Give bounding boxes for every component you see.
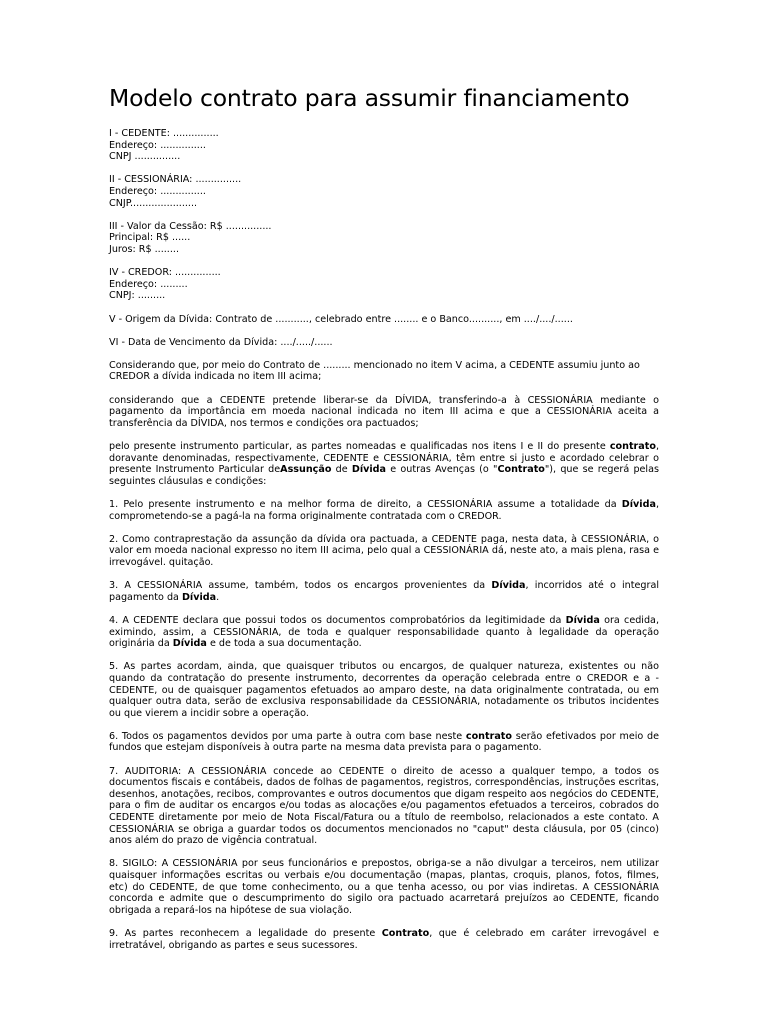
considerando-1: Considerando que, por meio do Contrato de ......... mencionado no item V acima, a CEDENTE assumiu junto ao CREDOR a dívida indicada no item III acima; <box>109 359 640 383</box>
clause-3-bold-divida-2: Dívida <box>181 591 217 603</box>
clause-6 <box>109 731 659 754</box>
document-page <box>109 83 659 963</box>
clause-4-text-a: 4. A CEDENTE declara que possui todos os documentos comprobatórios da legitimidade da <box>109 614 566 626</box>
clause-9 <box>109 928 659 951</box>
clause-6-bold-contrato: contrato <box>465 730 512 742</box>
clause-4-text-c: ora cedida, eximindo, assim, a CESSIONÁRIA, de toda e qualquer responsabilidade quanto à legalidade da operação originária da <box>109 614 659 650</box>
clause-5: 5. As partes acordam, ainda, que quaisquer tributos ou encargos, de qualquer natureza, existentes ou não quando da contratação do presente instrumento, decorrentes da operação celebrada entre o CREDOR e a - CEDENTE, ou de quaisquer pagamentos efetuados ao amparo deste, na data originalmente contratada, ou em qualquer outra data, serão de exclusiva responsabilidade da CESSIONÁRIA, notadamente os tributos incidentes ou que vierem a incidir sobre a operação. <box>109 661 659 719</box>
clause-7: 7. AUDITORIA: A CESSIONÁRIA concede ao CEDENTE o direito de acesso a qualquer tempo, a todos os documentos fiscais e contábeis, dados de folhas de pagamentos, registros, correspondências, instruções escritas, desenhos, anotações, recibos, comprovantes e outros documentos que digam respeito aos negócios do CEDENTE, para o fim de auditar os encargos e/ou todas as alocações e/ou pagamentos efetuados a terceiros, cobrados do CEDENTE diretamente por meio de Nota Fiscal/Fatura ou a título de reembolso, relacionados a este contato. A CESSIONÁRIA se obriga a guardar todos os documentos mencionados no "caput" desta cláusula, por 05 (cinco) anos além do prazo de vigência contratual. <box>109 765 659 847</box>
valor-cessao <box>109 221 659 256</box>
clause-1-text-a: 1. Pelo presente instrumento e na melhor forma de direito, a CESSIONÁRIA assume a totalidade da <box>109 499 622 510</box>
document-body <box>109 128 659 951</box>
cessionaria-cnjp: CNJP...................... <box>109 197 198 209</box>
party-credor <box>109 267 659 302</box>
preamble-bold-divida: Dívida <box>351 464 387 476</box>
preamble-text-c: , doravante denominadas, respectivamente, CEDENTE e CESSIONÁRIA, têm entre si justo e acordado celebrar o presente Instrumento Particular de <box>109 441 659 476</box>
preamble-text-g: e outras Avenças (o " <box>386 464 498 476</box>
cessionaria-endereco: Endereço: ............... <box>109 185 206 197</box>
document-title: Modelo contrato para assumir financiamento <box>109 84 630 112</box>
clause-9-text-a: 9. As partes reconhecem a legalidade do presente <box>109 927 382 939</box>
preamble-text-a: pelo presente instrumento particular, as partes nomeadas e qualificadas nos itens I e II do presente <box>109 441 610 453</box>
origem-text: V - Origem da Dívida: Contrato de ..........., celebrado entre ........ e o Banco.........., em ..../..../...... <box>109 313 573 325</box>
cedente-cnpj: CNPJ ............... <box>109 151 181 163</box>
party-cessionaria <box>109 174 659 209</box>
clause-2: 2. Como contraprestação da assunção da dívida ora pactuada, a CEDENTE paga, nesta data, à CESSIONÁRIA, o valor em moeda nacional expresso no item III acima, pelo qual a CESSIONÁRIA dá, neste ato, a mais plena, rasa e irrevogável. quitação. <box>109 533 659 568</box>
cessionaria-label: II - CESSIONÁRIA: ............... <box>109 174 242 186</box>
clause-4-text-e: e de toda a sua documentação. <box>206 638 362 650</box>
preamble-bold-assuncao: Assunção <box>280 464 332 476</box>
clause-8: 8. SIGILO: A CESSIONÁRIA por seus funcionários e prepostos, obriga-se a não divulgar a terceiros, nem utilizar quaisquer informações escritas ou verbais e/ou documentação (mapas, plantas, croquis, planos, fotos, filmes, etc) do CEDENTE, de que tome conhecimento, ou a que tenha acesso, ou por vias indiretas. A CESSIONÁRIA concorda e admite que o descumprimento do sigilo ora pactuado acarretará prejuízos ao CEDENTE, ficando obrigada a repará-los na hipótese de sua violação. <box>109 858 659 916</box>
preamble-text-e: de <box>331 464 352 476</box>
clause-1 <box>109 499 659 522</box>
clause-3-text-a: 3. A CESSIONÁRIA assume, também, todos os encargos provenientes da <box>109 580 492 592</box>
credor-label: IV - CREDOR: ............... <box>109 267 221 279</box>
preamble-bold-contrato: contrato <box>609 441 656 453</box>
valor-juros: Juros: R$ ........ <box>109 243 180 255</box>
clause-1-text-c: , comprometendo-se a pagá-la na forma originalmente contratada com o CREDOR. <box>109 499 659 522</box>
credor-endereco: Endereço: ......... <box>109 278 188 290</box>
vencimento-text: VI - Data de Vencimento da Dívida: ..../...../...... <box>109 336 333 348</box>
origem-divida <box>109 314 659 326</box>
party-cedente <box>109 128 659 163</box>
clause-3 <box>109 580 659 603</box>
clause-3-text-e: . <box>216 591 220 603</box>
cedente-label: I - CEDENTE: ............... <box>109 128 219 139</box>
clause-9-bold-contrato: Contrato <box>381 927 430 939</box>
clause-3-text-c: , incorridos até o integral pagamento da <box>109 580 659 603</box>
clause-9-text-c: , que é celebrado em caráter irrevogável e irretratável, obrigando as partes e seus sucessores. <box>109 927 659 951</box>
clause-4 <box>109 615 659 650</box>
valor-label: III - Valor da Cessão: R$ ............... <box>109 220 272 232</box>
preamble-text-i: "), que se regerá pelas seguintes cláusulas e condições: <box>109 464 659 487</box>
valor-principal: Principal: R$ ...... <box>109 232 191 244</box>
credor-cnpj: CNPJ: ......... <box>109 290 166 302</box>
clause-6-text-c: serão efetivados por meio de fundos que estejam disponíveis à outra parte na mesma data prevista para o pagamento. <box>109 730 659 754</box>
considerando-2: considerando que a CEDENTE pretende liberar-se da DÍVIDA, transferindo-a à CESSIONÁRIA mediante o pagamento da importância em moeda nacional indicada no item III acima e que a CESSIONÁRIA aceita a transferência da DÍVIDA, nos termos e condições ora pactuados; <box>109 394 659 429</box>
clause-4-bold-divida: Dívida <box>565 614 600 626</box>
data-vencimento <box>109 337 659 349</box>
clause-6-text-a: 6. Todos os pagamentos devidos por uma parte à outra com base neste <box>109 730 466 742</box>
cedente-endereco: Endereço: ............... <box>109 139 206 151</box>
clause-4-bold-divida-2: Dívida <box>172 638 207 650</box>
preamble-paragraph <box>109 441 659 487</box>
clause-1-bold-divida: Dívida <box>621 499 656 510</box>
preamble-bold-contrato-2: Contrato <box>497 464 545 476</box>
clause-3-bold-divida: Dívida <box>491 580 526 592</box>
